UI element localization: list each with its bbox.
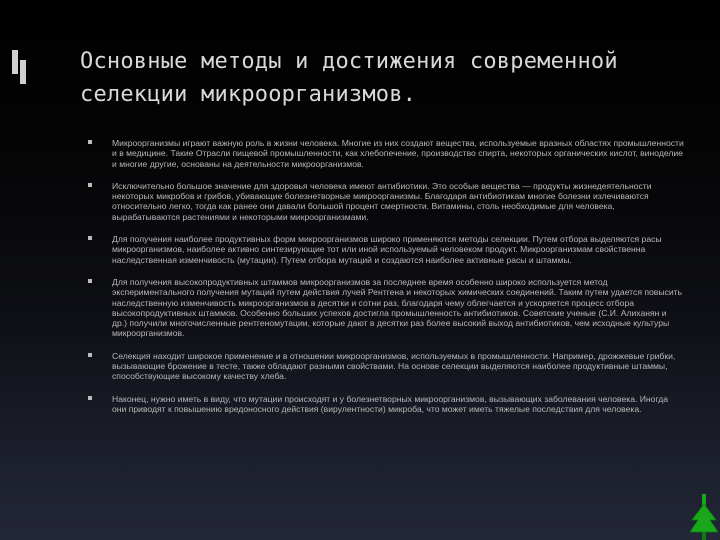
list-item <box>84 181 684 222</box>
decorative-bar-1 <box>12 50 18 74</box>
list-item-text: Микроорганизмы играют важную роль в жизни человека. Многие из них создают вещества, используемые вразных областях промышленности и в медицине. Такие Отрасли пищевой промышленности, как хлебопечение, производство спирта, некоторых органических кислот, виноделие и многие другие, основаны на деятельности микроорганизмов. <box>112 138 684 169</box>
bullet-icon <box>88 279 92 283</box>
christmas-tree-icon[interactable] <box>690 494 718 540</box>
list-item-text: Для получения наиболее продуктивных форм микроорганизмов широко применяются методы селекции. Путем отбора выделяются расы микроорганизмов, наиболее активно синтезирующие тот или иной используемый человеком продукт. Микроорганизмам свойственна наследственная изменчивость (мутации). Путем отбора мутаций и создаются наиболее активные расы и штаммы. <box>112 234 662 265</box>
list-item-text: Исключительно большое значение для здоровья человека имеют антибиотики. Это особые вещества — продукты жизнедеятельности некоторых микробов и грибов, убивающие болезнетворные микроорганизмы. Благодаря антибиотикам многие болезни излечиваются относительно легко, тогда как ранее они давали большой процент смертности. Витамины, столь необходимые для человека, вырабатываются растениями и некоторыми микроорганизмами. <box>112 180 652 222</box>
list-item-text: Селекция находит широкое применение и в отношении микроорганизмов, используемых в промышленности. Например, дрожжевые грибки, вызывающие брожение в тесте, также обладают разными свойствами. На основе селекции выделяются наиболее продуктивные штаммы, способствующие высокому качеству хлеба. <box>112 350 676 382</box>
slide-title: Основные методы и достижения современной селекции микроорганизмов. <box>80 49 618 107</box>
list-item <box>84 138 684 169</box>
bullet-icon <box>88 183 92 187</box>
bullet-icon <box>88 140 92 144</box>
list-item <box>84 351 684 382</box>
list-item <box>84 234 684 265</box>
list-item-text: Для получения высокопродуктивных штаммов микроорганизмов за последнее время особенно широко используется метод экспериментального получения мутаций путем действия лучей Рентгена и некоторых химических соединений. Таким путем удается повысить наследственную изменчивость микроорганизмов в десятки и сотни раз, благодаря чему облегчается и ускоряется процесс отбора высокопродуктивных штаммов. Особенно больших успехов достигла промышленность антибиотиков. Советские ученые (С.И. Алиханян и др.) получили многочисленные рентгеномутации, которые дают в десятки раз более высокий выход антибиотиков, чем исходные культуры микроорганизмов. <box>112 276 683 339</box>
bullet-list <box>84 138 684 426</box>
bullet-icon <box>88 353 92 357</box>
list-item-text: Наконец, нужно иметь в виду, что мутации происходят и у болезнетворных микроорганизмов, вызывающих заболевания человека. Иногда они приводят к повышению вредоносного действия (вирулентности) микроба, что может иметь тяжелые последствия для человека. <box>112 393 668 414</box>
list-item <box>84 394 684 415</box>
bullet-icon <box>88 396 92 400</box>
bullet-icon <box>88 236 92 240</box>
list-item <box>84 277 684 339</box>
decorative-bar-2 <box>20 60 26 84</box>
